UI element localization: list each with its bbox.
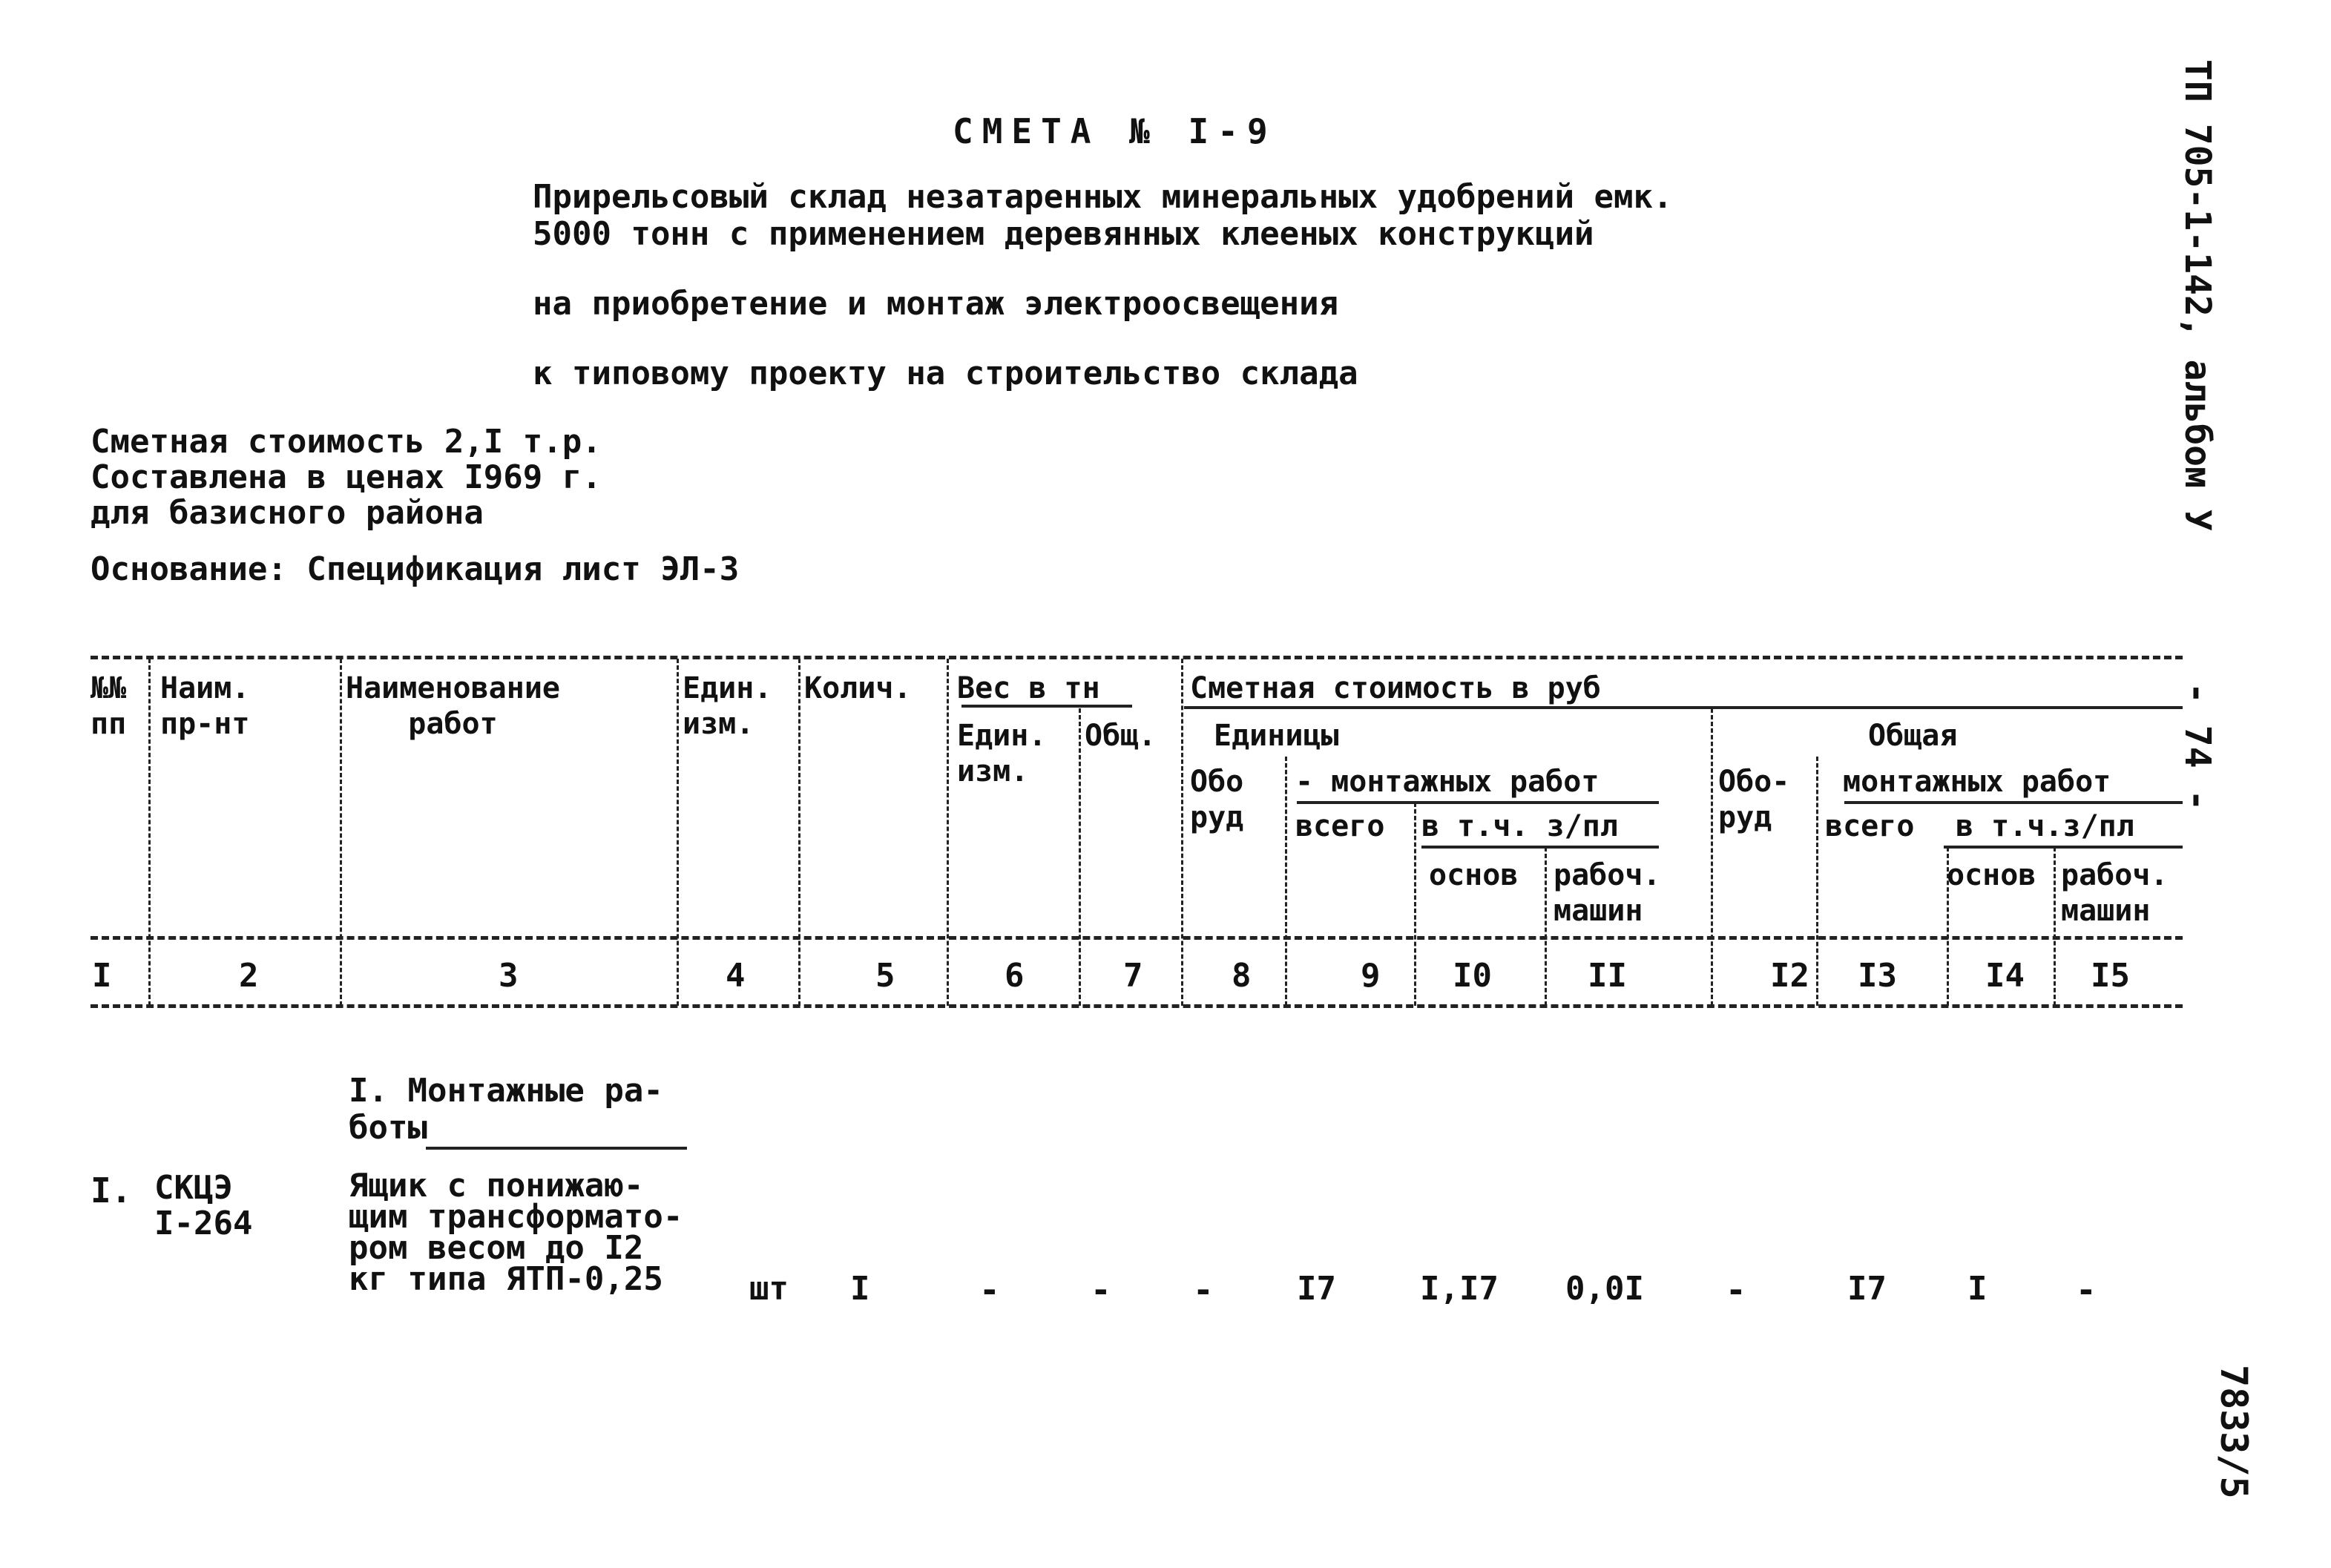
col-divider-12 — [1816, 757, 1818, 1006]
price-base: Составлена в ценах I969 г. — [91, 458, 602, 496]
install-total-underline — [1844, 801, 2183, 804]
col-number: I — [92, 957, 112, 995]
incl-unit-underline — [1421, 846, 1659, 849]
row-equip-unit: - — [1193, 1270, 1214, 1310]
basis: Основание: Спецификация лист ЭЛ-3 — [91, 550, 740, 588]
row-work-name: Ящик с понижаю- щим трансформато- ром весом до I2 кг типа ЯТП-0,25 — [349, 1167, 683, 1298]
row-base-unit: I,I7 — [1420, 1270, 1499, 1308]
section-title: I. Монтажные ра- боты — [349, 1072, 663, 1147]
header-weight-group: Вес в тн — [957, 671, 1100, 705]
header-incl-total: в т.ч.з/пл — [1956, 809, 2134, 843]
cost-group-rule — [1184, 706, 2183, 709]
col-number: 2 — [239, 957, 259, 995]
header-incl-unit: в т.ч. з/пл — [1421, 809, 1618, 843]
header-install-total: монтажных работ — [1843, 765, 2111, 799]
header-all-unit: всего — [1295, 809, 1385, 843]
row-install-all-total: I7 — [1847, 1270, 1887, 1308]
header-equip-total: Обо- руд — [1718, 765, 1790, 834]
col-divider-1 — [148, 659, 151, 1006]
col-divider-7 — [1181, 659, 1183, 1006]
col-divider-6 — [1079, 708, 1081, 1006]
col-divider-3 — [677, 659, 679, 1006]
col-divider-10 — [1545, 847, 1547, 1006]
row-install-all-unit: I7 — [1297, 1270, 1336, 1308]
header-weight-total: Общ. — [1085, 719, 1157, 753]
col-number: 7 — [1123, 957, 1143, 995]
row-weight-total: - — [1091, 1270, 1111, 1310]
header-code: Наим. пр-нт — [160, 671, 250, 741]
row-quantity: I — [850, 1270, 870, 1308]
header-machine-unit: рабоч. машин — [1554, 858, 1661, 928]
row-equip-total: - — [1726, 1270, 1746, 1310]
region: для базисного района — [91, 494, 484, 532]
header-unit-group: Единицы — [1214, 719, 1339, 753]
table-top-rule — [91, 656, 2183, 659]
project-code: ТП 705-1-142, альбом У — [2177, 59, 2218, 531]
incl-total-underline — [1944, 846, 2183, 849]
col-divider-14 — [2054, 847, 2056, 1006]
estimated-cost: Сметная стоимость 2,I т.р. — [91, 423, 602, 461]
col-divider-9 — [1414, 803, 1416, 1006]
col-number: 5 — [875, 957, 895, 995]
row-machine-unit: 0,0I — [1565, 1270, 1644, 1308]
header-install-unit: - монтажных работ — [1295, 765, 1600, 799]
header-base-total: основ — [1947, 858, 2036, 892]
header-total-group: Общая — [1868, 719, 1958, 753]
col-number: I4 — [1985, 957, 2025, 995]
col-number: 8 — [1232, 957, 1252, 995]
archive-number: 7833/5 — [2212, 1365, 2255, 1499]
header-work-name: Наименование работ — [346, 671, 560, 741]
header-unit: Един. изм. — [683, 671, 772, 741]
header-number: №№ пп — [91, 671, 127, 741]
subtitle-line-4: к типовому проекту на строительство склада — [533, 355, 1358, 392]
header-equip-unit: Обо руд — [1190, 765, 1244, 834]
row-number: I. — [91, 1170, 132, 1210]
header-machine-total: рабоч. машин — [2061, 858, 2169, 928]
col-divider-8 — [1285, 757, 1287, 1006]
col-divider-2 — [340, 659, 342, 1006]
row-unit: шт — [749, 1270, 789, 1308]
header-all-total: всего — [1825, 809, 1915, 843]
numbers-bottom-rule — [91, 1004, 2183, 1008]
col-divider-5 — [947, 659, 949, 1006]
col-divider-4 — [798, 659, 800, 1006]
subtitle-line-1: Прирельсовый склад незатаренных минеральных удобрений емк. — [533, 178, 1673, 216]
col-number: I0 — [1453, 957, 1492, 995]
install-unit-underline — [1297, 801, 1659, 804]
col-number: I5 — [2091, 957, 2130, 995]
row-code: СКЦЭ I-264 — [154, 1169, 253, 1242]
row-base-total: I — [1967, 1270, 1988, 1308]
col-number: 4 — [726, 957, 746, 995]
col-divider-11 — [1711, 708, 1713, 1006]
header-weight-unit: Един. изм. — [957, 719, 1047, 788]
row-machine-total: - — [2076, 1270, 2097, 1310]
header-bottom-rule — [91, 936, 2183, 940]
subtitle-line-2: 5000 тонн с применением деревянных клееных конструкций — [533, 215, 1594, 253]
col-number: 9 — [1361, 957, 1381, 995]
header-cost-group: Сметная стоимость в руб — [1190, 671, 1601, 705]
row-weight-unit: - — [979, 1270, 1000, 1310]
col-number: II — [1588, 957, 1627, 995]
header-quantity: Колич. — [804, 671, 912, 705]
col-number: I3 — [1858, 957, 1897, 995]
col-number: I2 — [1770, 957, 1809, 995]
page-number: - 74 - — [2177, 682, 2218, 811]
col-number: 6 — [1005, 957, 1025, 995]
section-title-underline — [426, 1147, 687, 1150]
header-base-unit: основ — [1429, 858, 1519, 892]
col-number: 3 — [499, 957, 519, 995]
document-title: СМЕТА № I-9 — [953, 111, 1277, 151]
subtitle-line-3: на приобретение и монтаж электроосвещения — [533, 285, 1339, 323]
